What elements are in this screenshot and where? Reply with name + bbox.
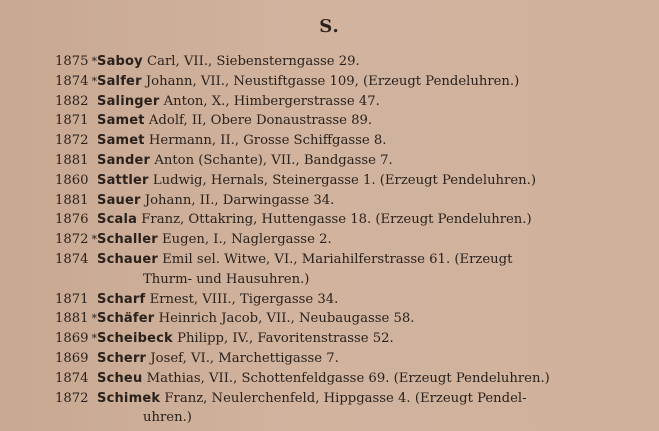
- entry-text: Franz, Ottakring, Huttengasse 18. (Erzeugt Pendeluhren.): [137, 212, 532, 228]
- entry-year: 1876: [55, 212, 89, 228]
- entry-name: Schauer: [97, 251, 158, 267]
- entry-body: [97, 369, 645, 389]
- entry-text: Anton (Schante), VII., Bandgasse 7.: [150, 152, 393, 168]
- entry-text: Johann, II., Darwingasse 34.: [140, 192, 335, 208]
- list-item: [55, 131, 645, 151]
- entry-name: Sauer: [97, 192, 141, 208]
- entry-year: 1874: [55, 73, 89, 89]
- entry-text: Eugen, I., Naglergasse 2.: [157, 232, 332, 248]
- entry-text: Ernest, VIII., Tigergasse 34.: [145, 291, 339, 307]
- list-item: [55, 210, 645, 230]
- entry-year: 1872: [55, 232, 89, 248]
- entry-name: Salinger: [97, 93, 160, 109]
- entry-year: 1881: [55, 152, 89, 168]
- entry-year: 1871: [55, 291, 89, 307]
- entry-name: Schäfer: [97, 311, 155, 327]
- list-item: [55, 290, 645, 310]
- entry-name: Scherr: [97, 350, 147, 366]
- entry-body: [97, 389, 645, 429]
- entry-body: [97, 111, 645, 131]
- entry-name: Sattler: [97, 172, 149, 188]
- list-item: [55, 171, 645, 191]
- list-item: [55, 52, 645, 72]
- entry-name: Scheibeck: [97, 331, 173, 347]
- entry-name: Saboy: [97, 54, 143, 69]
- entry-body: [97, 72, 645, 92]
- list-item: [55, 191, 645, 211]
- entry-year: 1874: [55, 251, 89, 267]
- entry-year: 1871: [55, 113, 89, 129]
- list-item: [55, 72, 645, 92]
- entry-name: Schimek: [97, 390, 161, 406]
- entry-body: [97, 329, 645, 349]
- entry-body: [97, 151, 645, 171]
- entry-continuation: Thurm- und Hausuhren.): [143, 271, 310, 287]
- entry-mark: *: [91, 55, 97, 68]
- list-item: [55, 309, 645, 329]
- entry-text: Josef, VI., Marchettigasse 7.: [146, 350, 339, 366]
- directory-list: [55, 52, 645, 428]
- entry-body: [97, 210, 645, 230]
- entry-name: Scala: [97, 212, 138, 228]
- entry-name: Schaller: [97, 232, 158, 248]
- entry-text: Carl, VII., Siebensterngasse 29.: [142, 54, 360, 69]
- entry-body: [97, 309, 645, 329]
- entry-body: [97, 52, 645, 72]
- entry-body: [97, 250, 645, 290]
- entry-body: [97, 171, 645, 191]
- entry-name: Scheu: [97, 370, 143, 386]
- list-item: [55, 389, 645, 429]
- entry-text: Heinrich Jacob, VII., Neubaugasse 58.: [154, 311, 415, 327]
- list-item: [55, 329, 645, 349]
- entry-year: 1881: [55, 311, 89, 327]
- entry-mark: *: [91, 233, 97, 247]
- entry-text: Emil sel. Witwe, VI., Mariahilferstrasse 61. (Erzeugt: [157, 251, 513, 267]
- section-letter: S.: [319, 16, 340, 37]
- entry-year: 1882: [55, 93, 89, 109]
- list-item: [55, 250, 645, 290]
- entry-text: Franz, Neulerchenfeld, Hippgasse 4. (Erzeugt Pendel-: [160, 390, 527, 406]
- list-item: [55, 92, 645, 112]
- entry-continuation: uhren.): [143, 410, 192, 426]
- entry-body: [97, 290, 645, 310]
- entry-mark: *: [91, 74, 97, 88]
- entry-year: 1860: [55, 172, 89, 188]
- entry-text: Johann, VII., Neustiftgasse 109, (Erzeugt Pendeluhren.): [141, 73, 520, 89]
- list-item: [55, 369, 645, 389]
- entry-body: [97, 230, 645, 250]
- entry-year: 1869: [55, 331, 89, 347]
- entry-name: Samet: [97, 133, 145, 149]
- entry-text: Philipp, IV., Favoritenstrasse 52.: [172, 331, 394, 347]
- entry-mark: *: [91, 312, 97, 326]
- entry-name: Samet: [97, 113, 145, 129]
- entry-body: [97, 131, 645, 151]
- entry-text: Adolf, II, Obere Donaustrasse 89.: [144, 113, 373, 129]
- entry-mark: *: [91, 332, 97, 346]
- entry-year: 1872: [55, 133, 89, 149]
- entry-year: 1875: [55, 54, 89, 69]
- list-item: [55, 111, 645, 131]
- entry-text: Ludwig, Hernals, Steinergasse 1. (Erzeugt Pendeluhren.): [148, 172, 536, 188]
- list-item: [55, 151, 645, 171]
- list-item: [55, 349, 645, 369]
- entry-year: 1869: [55, 350, 89, 366]
- entry-text: Hermann, II., Grosse Schiffgasse 8.: [144, 133, 387, 149]
- entry-name: Scharf: [97, 291, 146, 307]
- entry-year: 1874: [55, 370, 89, 386]
- entry-name: Sander: [97, 152, 151, 168]
- entry-name: Salfer: [97, 73, 142, 89]
- entry-text: Mathias, VII., Schottenfeldgasse 69. (Erzeugt Pendeluhren.): [142, 370, 550, 386]
- entry-body: [97, 349, 645, 369]
- entry-text: Anton, X., Himbergerstrasse 47.: [159, 93, 380, 109]
- entry-year: 1881: [55, 192, 89, 208]
- entry-body: [97, 191, 645, 211]
- entry-body: [97, 92, 645, 112]
- entry-year: 1872: [55, 390, 89, 406]
- list-item: [55, 230, 645, 250]
